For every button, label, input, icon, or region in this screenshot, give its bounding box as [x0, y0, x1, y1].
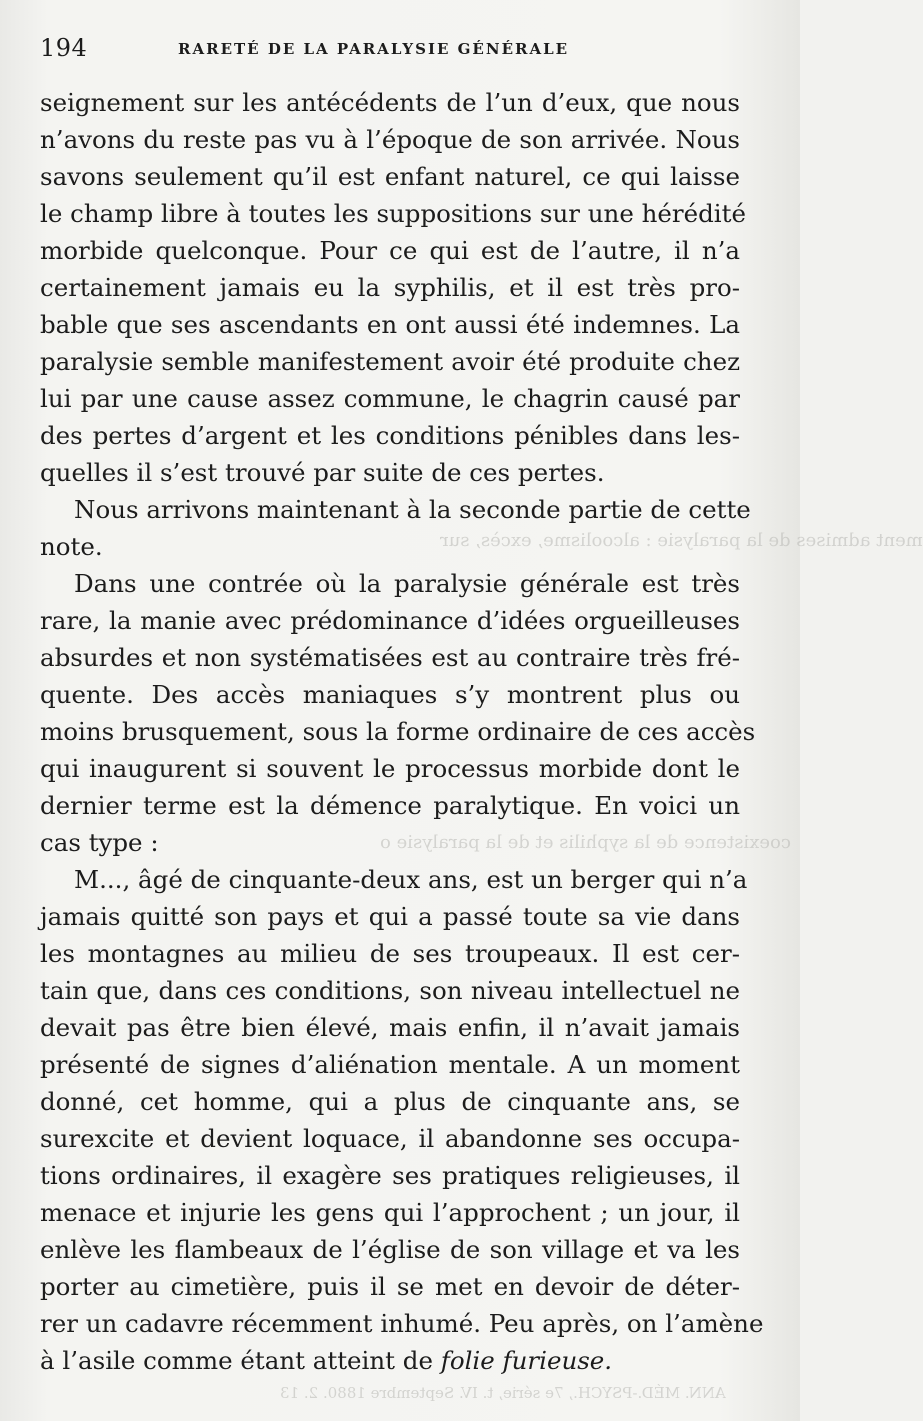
text-line-final	[40, 1342, 740, 1380]
final-line-text: à l’asile comme étant atteint de	[40, 1346, 433, 1375]
text-line: présenté de signes d’aliénation mentale. A un moment	[40, 1050, 740, 1079]
text-line: n’avons du reste pas vu à l’époque de son arrivée. Nous	[40, 125, 740, 154]
text-line: paralysie semble manifestement avoir été produite chez	[40, 347, 740, 376]
text-line: quelles il s’est trouvé par suite de ces pertes.	[40, 458, 605, 487]
text-line: qui inaugurent si souvent le processus morbide dont le	[40, 754, 740, 783]
text-line: cas type :	[40, 828, 159, 857]
text-line: dernier terme est la démence paralytique. En voici un	[40, 791, 740, 820]
text-line: le champ libre à toutes les suppositions sur une hérédité	[40, 199, 746, 228]
text-line: Dans une contrée où la paralysie générale est très	[74, 569, 740, 598]
text-line: menace et injurie les gens qui l’approchent ; un jour, il	[40, 1198, 740, 1227]
show-through-text: coexistence de la syphilis et de la paralysie o	[380, 832, 791, 853]
text-line: rer un cadavre récemment inhumé. Peu après, on l’amène	[40, 1309, 764, 1338]
text-line: bable que ses ascendants en ont aussi été indemnes. La	[40, 310, 740, 339]
page-number: 194	[40, 34, 88, 62]
text-line: quente. Des accès maniaques s’y montrent plus ou	[40, 680, 740, 709]
text-line: savons seulement qu’il est enfant naturel, ce qui laisse	[40, 162, 740, 191]
text-line: moins brusquement, sous la forme ordinaire de ces accès	[40, 717, 756, 746]
text-line: Nous arrivons maintenant à la seconde partie de cette	[74, 495, 751, 524]
running-title: RARETÉ DE LA PARALYSIE GÉNÉRALE	[178, 40, 570, 58]
text-line: morbide quelconque. Pour ce qui est de l’autre, il n’a	[40, 236, 740, 265]
page-header	[40, 34, 740, 74]
text-line: rare, la manie avec prédominance d’idées orgueilleuses	[40, 606, 740, 635]
text-line: note.	[40, 532, 103, 561]
text-line: des pertes d’argent et les conditions pénibles dans les-	[40, 421, 740, 450]
text-line: donné, cet homme, qui a plus de cinquante ans, se	[40, 1087, 740, 1116]
text-line: seignement sur les antécédents de l’un d’eux, que nous	[40, 88, 740, 117]
text-line: porter au cimetière, puis il se met en devoir de déter-	[40, 1272, 740, 1301]
text-line: jamais quitté son pays et qui a passé toute sa vie dans	[40, 902, 740, 931]
show-through-text: ment admises de la paralysie : alcoolisme, excès, sur	[440, 530, 923, 551]
text-line: devait pas être bien élevé, mais enfin, il n’avait jamais	[40, 1013, 740, 1042]
show-through-text: ANN. MÉD.-PSYCH., 7e série, t. IV. Septembre 1880. 2. 13	[280, 1384, 726, 1402]
text-line: absurdes et non systématisées est au contraire très fré-	[40, 643, 740, 672]
text-line: M..., âgé de cinquante-deux ans, est un berger qui n’a	[74, 865, 748, 894]
text-line: enlève les flambeaux de l’église de son village et va les	[40, 1235, 740, 1264]
text-line: tions ordinaires, il exagère ses pratiques religieuses, il	[40, 1161, 740, 1190]
text-line: les montagnes au milieu de ses troupeaux. Il est cer-	[40, 939, 740, 968]
text-line: lui par une cause assez commune, le chagrin causé par	[40, 384, 740, 413]
text-line: certainement jamais eu la syphilis, et il est très pro-	[40, 273, 740, 302]
italic-phrase: folie furieuse.	[440, 1346, 613, 1375]
text-line: tain que, dans ces conditions, son niveau intellectuel ne	[40, 976, 740, 1005]
text-line: surexcite et devient loquace, il abandonne ses occupa-	[40, 1124, 740, 1153]
